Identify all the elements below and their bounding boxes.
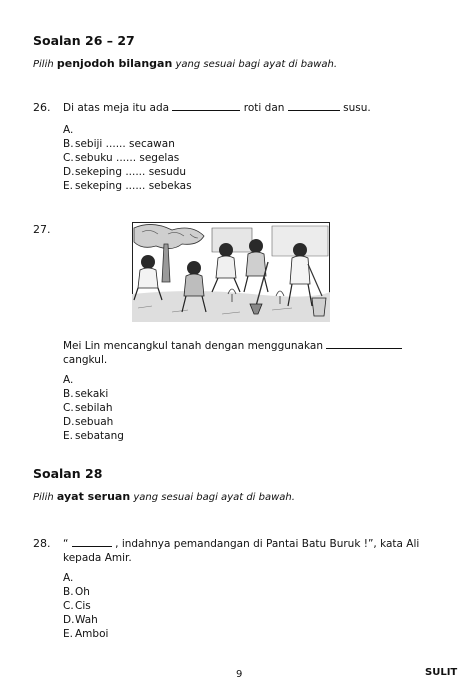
option-28-a[interactable]: A. (63, 572, 74, 584)
confidential-label: SULIT (425, 667, 458, 678)
answer-blank-3 (326, 338, 402, 349)
instruction-keyword: ayat seruan (56, 490, 131, 503)
question-28-text-c: kepada Amir. (63, 552, 132, 564)
option-28-e[interactable]: E. Amboi (63, 628, 109, 640)
question-27-text-b: cangkul. (63, 354, 108, 366)
section-heading-28: Soalan 28 (33, 466, 103, 481)
question-28-options (63, 571, 108, 641)
option-27-e[interactable]: E. sebatang (63, 430, 124, 442)
instruction-post: yang sesuai bagi ayat di bawah. (175, 59, 338, 70)
question-27-text (63, 338, 402, 367)
instruction-pre: Pilih (33, 492, 54, 503)
question-28-text (63, 536, 419, 565)
option-27-d[interactable]: D. sebuah (63, 416, 114, 428)
instruction-pre: Pilih (33, 59, 54, 70)
option-27-c[interactable]: C. sebilah (63, 402, 113, 414)
section-instruction-26-27 (33, 57, 337, 70)
question-26-text-b: roti dan (243, 102, 285, 114)
question-26-text-a: Di atas meja itu ada (63, 102, 170, 114)
option-27-b[interactable]: B. sekaki (63, 388, 109, 400)
question-26-options (63, 123, 192, 193)
question-28-text-b: , indahnya pemandangan di Pantai Batu Buruk !”, kata Ali (115, 538, 420, 550)
question-26-text (63, 100, 371, 115)
instruction-post: yang sesuai bagi ayat di bawah. (133, 492, 295, 503)
option-28-b[interactable]: B. Oh (63, 586, 90, 598)
question-27-number: 27. (33, 223, 51, 236)
option-26-e[interactable]: E. sekeping ...... sebekas (63, 180, 192, 192)
question-28-number: 28. (33, 537, 51, 550)
children-gardening-illustration (132, 222, 330, 322)
section-heading-26-27: Soalan 26 – 27 (33, 33, 135, 48)
option-27-a[interactable]: A. (63, 374, 74, 386)
instruction-keyword: penjodoh bilangan (56, 57, 173, 70)
question-27-options (63, 373, 124, 443)
question-28-text-a: “ (63, 538, 69, 550)
option-28-c[interactable]: C. Cis (63, 600, 91, 612)
option-26-a[interactable]: A. (63, 124, 74, 136)
option-26-d[interactable]: D. sekeping ...... sesudu (63, 166, 187, 178)
question-27-text-a: Mei Lin mencangkul tanah dengan menggunakan (63, 340, 323, 352)
option-26-b[interactable]: B. sebiji ...... secawan (63, 138, 175, 150)
answer-blank-1 (172, 100, 240, 111)
page-number: 9 (236, 669, 243, 680)
option-28-d[interactable]: D. Wah (63, 614, 98, 626)
answer-blank-2 (288, 100, 340, 111)
section-instruction-28 (33, 490, 295, 503)
question-26-text-c: susu. (343, 102, 371, 114)
answer-blank-4 (72, 536, 112, 547)
question-26-number: 26. (33, 101, 51, 114)
option-26-c[interactable]: C. sebuku ...... segelas (63, 152, 180, 164)
